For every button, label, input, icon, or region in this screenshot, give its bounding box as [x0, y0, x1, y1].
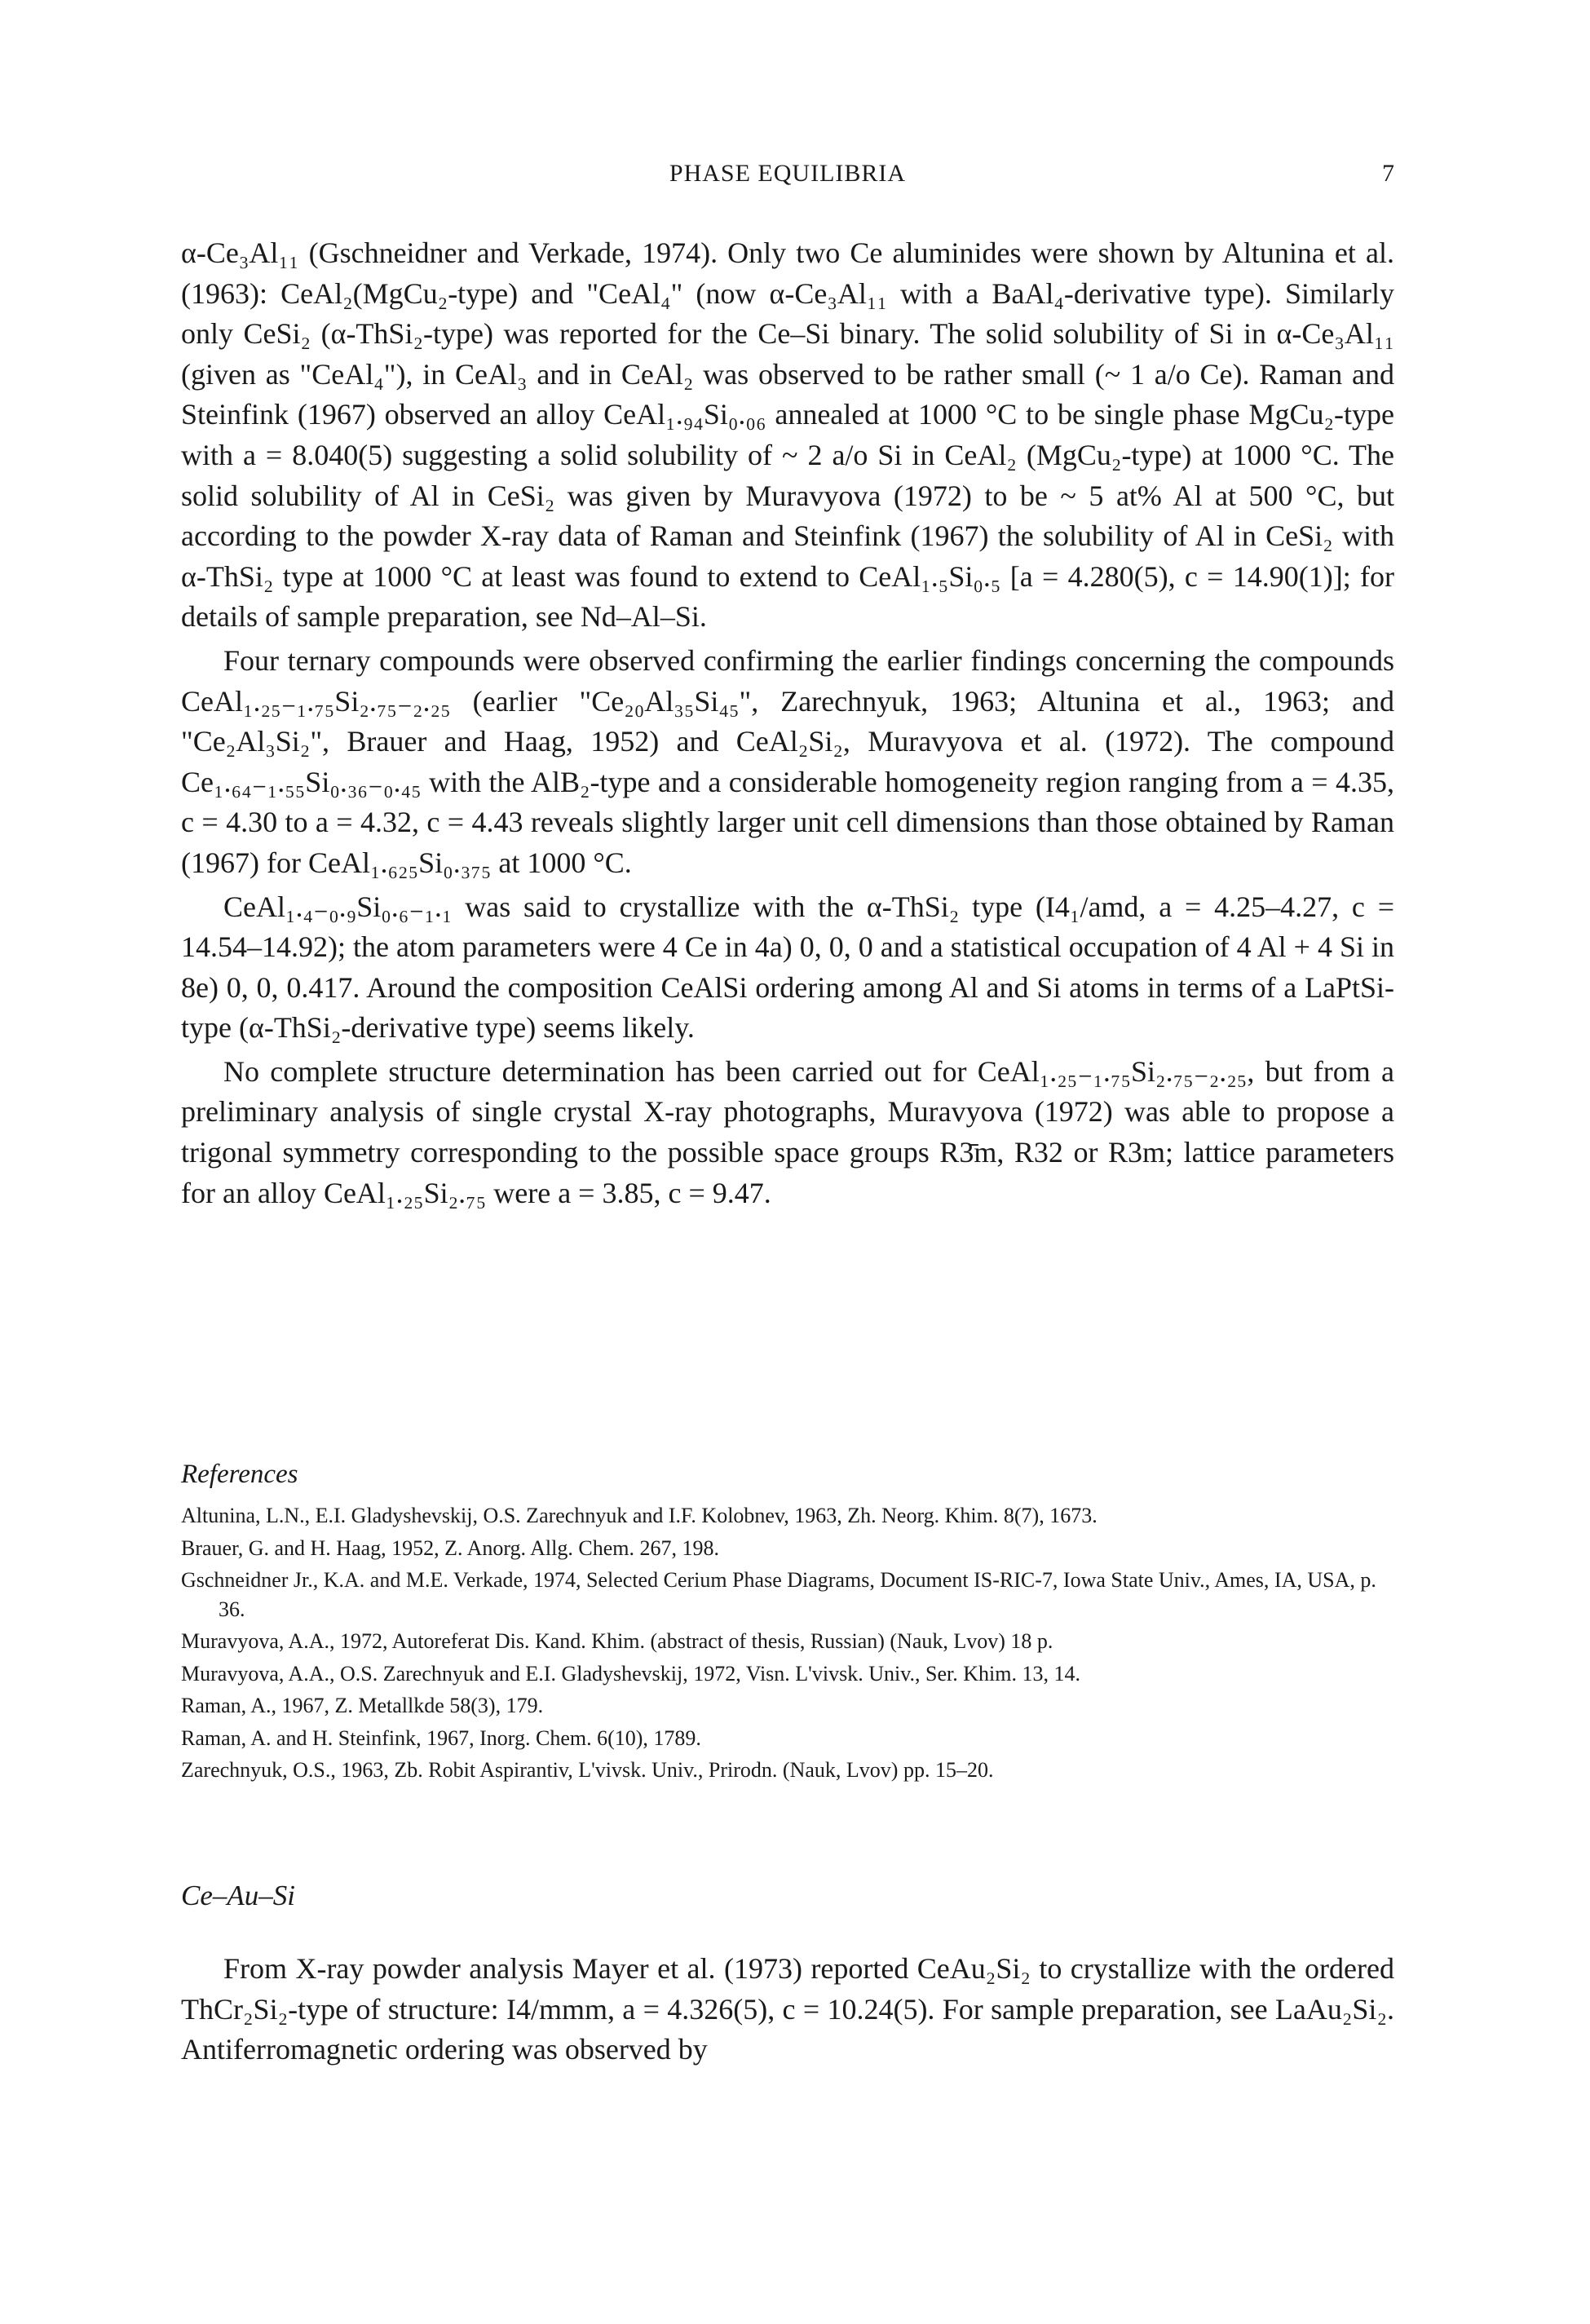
references-section	[181, 1460, 1394, 1788]
reference-item: Raman, A., 1967, Z. Metallkde 58(3), 179.	[181, 1694, 544, 1717]
main-text	[181, 233, 1394, 1217]
reference-item: Altunina, L.N., E.I. Gladyshevskij, O.S. Zarechnyuk and I.F. Kolobnev, 1963, Zh. Neorg. Khim. 8(7), 1673.	[181, 1504, 1098, 1527]
paragraph: α-Ce₃Al₁₁ (Gschneidner and Verkade, 1974). Only two Ce aluminides were shown by Altunina et al. (1963): CeAl₂(MgCu₂-type) and "CeAl₄" (now α-Ce₃Al₁₁ with a BaAl₄-derivative type). Similarly only CeSi₂ (α-ThSi₂-type) was reported for the Ce–Si binary. The solid solubility of Si in α-Ce₃Al₁₁ (given as "CeAl₄"), in CeAl₃ and in CeAl₂ was observed to be rather small (~ 1 a/o Ce). Raman and Steinfink (1967) observed an alloy CeAl₁.₉₄Si₀.₀₆ annealed at 1000 °C to be single phase MgCu₂-type with a = 8.040(5) suggesting a solid solubility of ~ 2 a/o Si in CeAl₂ (MgCu₂-type) at 1000 °C. The solid solubility of Al in CeSi₂ was given by Muravyova (1972) to be ~ 5 at% Al at 500 °C, but according to the powder X-ray data of Raman and Steinfink (1967) the solubility of Al in CeSi₂ with α-ThSi₂ type at 1000 °C at least was found to extend to CeAl₁.₅Si₀.₅ [a = 4.280(5), c = 14.90(1)]; for details of sample preparation, see Nd–Al–Si.	[181, 236, 1394, 634]
running-head: PHASE EQUILIBRIA	[669, 160, 907, 187]
reference-item: Muravyova, A.A., O.S. Zarechnyuk and E.I. Gladyshevskij, 1972, Visn. L'vivsk. Univ., Ser. Khim. 13, 14.	[181, 1661, 1080, 1686]
page-number: 7	[1382, 160, 1394, 187]
page-header	[181, 160, 1394, 192]
paragraph: From X-ray powder analysis Mayer et al. (1973) reported CeAu₂Si₂ to crystallize with the ordered ThCr₂Si₂-type of structure: I4/mmm, a = 4.326(5), c = 10.24(5). For sample preparation, see LaAu₂Si₂. Antiferromagnetic ordering was observed by	[181, 1952, 1394, 2066]
reference-item: Zarechnyuk, O.S., 1963, Zb. Robit Aspirantiv, L'vivsk. Univ., Prirodn. (Nauk, Lvov) pp. 15–20.	[181, 1758, 994, 1782]
reference-item: Muravyova, A.A., 1972, Autoreferat Dis. Kand. Khim. (abstract of thesis, Russian) (Nauk, Lvov) 18 p.	[181, 1629, 1053, 1653]
section-body	[181, 1949, 1394, 2074]
paragraph: No complete structure determination has been carried out for CeAl₁.₂₅₋₁.₇₅Si₂.₇₅₋₂.₂₅, but from a preliminary analysis of single crystal X-ray photographs, Muravyova (1972) was able to propose a trigonal symmetry corresponding to the possible space groups R3̄m, R32 or R3m; lattice parameters for an alloy CeAl₁.₂₅Si₂.₇₅ were a = 3.85, c = 9.47.	[181, 1054, 1394, 1209]
reference-item: Raman, A. and H. Steinfink, 1967, Inorg. Chem. 6(10), 1789.	[181, 1725, 701, 1750]
reference-item: Gschneidner Jr., K.A. and M.E. Verkade, 1974, Selected Cerium Phase Diagrams, Document IS-RIC-7, Iowa State Univ., Ames, IA, USA, p. 36.	[181, 1568, 1376, 1621]
references-heading: References	[181, 1460, 298, 1489]
paragraph: Four ternary compounds were observed confirming the earlier findings concerning the compounds CeAl₁.₂₅₋₁.₇₅Si₂.₇₅₋₂.₂₅ (earlier "Ce₂₀Al₃₅Si₄₅", Zarechnyuk, 1963; Altunina et al., 1963; and "Ce₂Al₃Si₂", Brauer and Haag, 1952) and CeAl₂Si₂, Muravyova et al. (1972). The compound Ce₁.₆₄₋₁.₅₅Si₀.₃₆₋₀.₄₅ with the AlB₂-type and a considerable homogeneity region ranging from a = 4.35, c = 4.30 to a = 4.32, c = 4.43 reveals slightly larger unit cell dimensions than those obtained by Raman (1967) for CeAl₁.₆₂₅Si₀.₃₇₅ at 1000 °C.	[181, 643, 1394, 879]
reference-item: Brauer, G. and H. Haag, 1952, Z. Anorg. Allg. Chem. 267, 198.	[181, 1535, 719, 1560]
paragraph: CeAl₁.₄₋₀.₉Si₀.₆₋₁.₁ was said to crystallize with the α-ThSi₂ type (I4₁/amd, a = 4.25–4.27, c = 14.54–14.92); the atom parameters were 4 Ce in 4a) 0, 0, 0 and a statistical occupation of 4 Al + 4 Si in 8e) 0, 0, 0.417. Around the composition CeAlSi ordering among Al and Si atoms in terms of a LaPtSi-type (α-ThSi₂-derivative type) seems likely.	[181, 890, 1394, 1045]
section-title: Ce–Au–Si	[181, 1880, 295, 1911]
